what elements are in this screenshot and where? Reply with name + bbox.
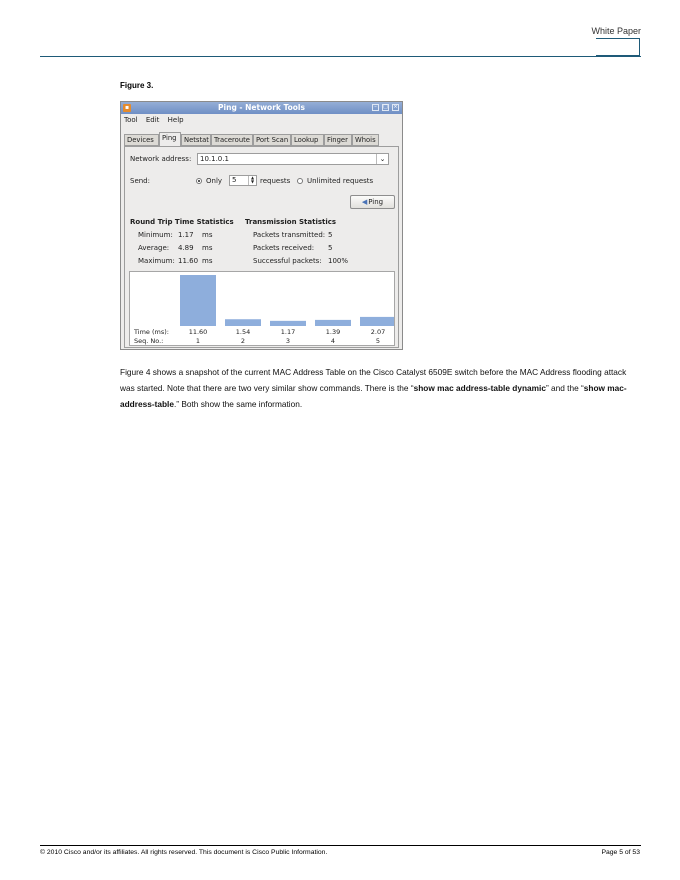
header-box [596, 38, 640, 56]
menu-bar [124, 116, 190, 126]
body-cmd-2: show mac-address-table [120, 383, 627, 409]
footer-page-number: Page 5 of 53 [601, 849, 640, 856]
header-label: White Paper [591, 26, 641, 36]
menu-help[interactable]: Help [167, 116, 184, 124]
rtt-min-label: Minimum: [138, 231, 173, 239]
network-address-label: Network address: [130, 155, 192, 163]
tab-netstat[interactable]: Netstat [181, 134, 211, 146]
unlimited-radio[interactable] [297, 178, 303, 184]
tx-recv-value: 5 [328, 244, 333, 252]
send-label: Send: [130, 177, 150, 185]
body-text-2: ” and the “ [545, 383, 584, 393]
rtt-max-label: Maximum: [138, 257, 175, 265]
rtt-min-unit: ms [202, 231, 213, 239]
rtt-bar-chart [130, 272, 394, 345]
bar-3 [270, 321, 306, 326]
ping-icon: ◀ [361, 198, 368, 206]
time-label-1: 11.60 [188, 328, 208, 336]
only-radio[interactable] [196, 178, 202, 184]
time-row-label: Time (ms): [134, 328, 169, 336]
body-text-3: .” Both show the same information. [173, 399, 303, 409]
tx-recv-label: Packets received: [253, 244, 315, 252]
minimize-icon[interactable]: – [372, 104, 379, 111]
menu-tool[interactable]: Tool [124, 116, 138, 124]
rtt-graph [129, 271, 395, 346]
ping-window [120, 101, 403, 350]
seq-label-5: 5 [375, 337, 381, 345]
title-bar [121, 102, 402, 114]
only-label: Only [206, 177, 223, 185]
requests-label: requests [260, 177, 291, 185]
tab-ping[interactable]: Ping [159, 132, 181, 146]
bar-4 [315, 320, 351, 326]
time-label-3: 1.17 [280, 328, 296, 336]
rtt-avg-label: Average: [138, 244, 170, 252]
rtt-avg-unit: ms [202, 244, 213, 252]
tx-heading: Transmission Statistics [245, 218, 337, 226]
menu-edit[interactable]: Edit [145, 116, 160, 124]
bar-1 [180, 275, 216, 326]
network-address-value: 10.1.0.1 [200, 155, 229, 163]
app-icon: ▪ [124, 104, 130, 111]
ping-button-label: Ping [368, 198, 384, 206]
tx-success-value: 100% [328, 257, 349, 265]
ping-panel [124, 146, 399, 348]
chevron-down-icon[interactable]: ⌄ [376, 154, 388, 164]
network-address-combo[interactable] [197, 153, 389, 165]
ping-button[interactable] [350, 195, 395, 209]
window-title: Ping - Network Tools [218, 103, 305, 112]
requests-spinner[interactable] [229, 175, 257, 186]
tab-port-scan[interactable]: Port Scan [253, 134, 291, 146]
seq-label-1: 1 [195, 337, 201, 345]
tab-traceroute[interactable]: Traceroute [211, 134, 253, 146]
tx-sent-label: Packets transmitted: [253, 231, 326, 239]
body-text-1: Figure 4 shows a snapshot of the current MAC Address Table on the Cisco Catalyst 6509E switch before the MAC Address flooding attack was started. Note that there are two very similar show commands. There is the “ [120, 367, 627, 393]
rtt-avg-value: 4.89 [178, 244, 194, 252]
tab-devices[interactable]: Devices [124, 134, 159, 146]
rtt-heading: Round Trip Time Statistics [130, 218, 234, 226]
footer-rule [40, 845, 641, 846]
time-label-4: 1.39 [325, 328, 341, 336]
tab-lookup[interactable]: Lookup [291, 134, 324, 146]
unlimited-label: Unlimited requests [307, 177, 374, 185]
seq-row-label: Seq. No.: [134, 337, 164, 345]
seq-label-3: 3 [285, 337, 291, 345]
tab-finger[interactable]: Finger [324, 134, 352, 146]
seq-label-4: 4 [330, 337, 336, 345]
seq-label-2: 2 [240, 337, 246, 345]
rtt-max-value: 11.60 [178, 257, 199, 265]
rtt-max-unit: ms [202, 257, 213, 265]
spinner-arrows-icon[interactable]: ▲ ▼ [248, 176, 256, 185]
tab-whois[interactable]: Whois [352, 134, 379, 146]
header-rule [40, 56, 641, 57]
tx-success-label: Successful packets: [253, 257, 322, 265]
time-label-2: 1.54 [235, 328, 251, 336]
maximize-icon[interactable]: □ [383, 104, 388, 110]
rtt-min-value: 1.17 [178, 231, 194, 239]
close-icon[interactable]: × [393, 104, 398, 110]
figure-label: Figure 3. [120, 81, 154, 90]
time-label-5: 2.07 [370, 328, 386, 336]
bar-2 [225, 319, 261, 326]
body-cmd-1: show mac address-table dynamic [413, 383, 546, 393]
tx-sent-value: 5 [328, 231, 333, 239]
bar-5 [360, 317, 394, 326]
requests-value: 5 [232, 176, 237, 184]
footer-copyright: © 2010 Cisco and/or its affiliates. All rights reserved. This document is Cisco Public Information. [40, 849, 328, 856]
body-paragraph [120, 364, 640, 412]
